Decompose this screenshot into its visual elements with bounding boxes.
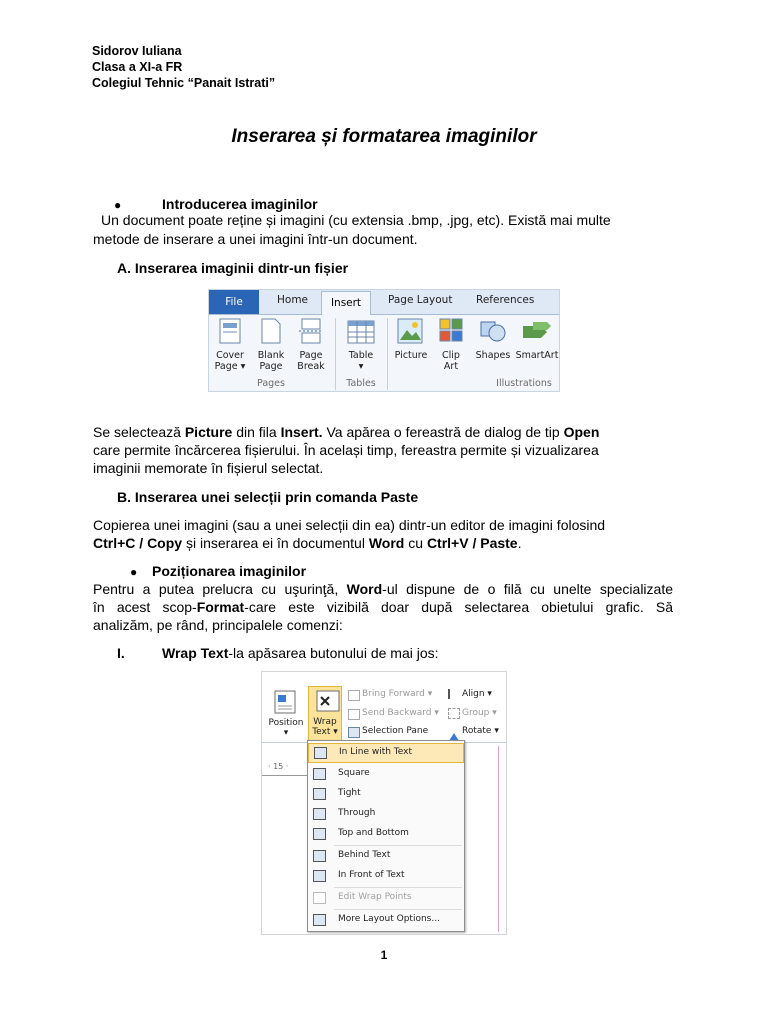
picture-paragraph-line-3: imaginii memorate în fișierul selectat. (93, 460, 324, 476)
class-name: Clasa a XI-a FR (92, 60, 183, 74)
bullet-1: ● (114, 198, 122, 212)
blank-page-button[interactable]: Blank Page (257, 350, 285, 372)
layout-options-icon (313, 914, 326, 926)
blank-page-icon (261, 318, 281, 344)
wrap-text-item: Wrap Text-la apăsarea butonului de mai jos: (162, 645, 439, 661)
tab-references[interactable]: References (476, 294, 535, 306)
margin-line (498, 746, 499, 932)
through-wrap-icon (313, 808, 326, 820)
intro-line-1: Un document poate reține și imagini (cu extensia .bmp, .jpg, etc). Există mai multe (101, 212, 611, 228)
align-button[interactable]: Align ▾ (462, 689, 492, 699)
positioning-line-3: analizăm, pe rând, principalele comenzi: (93, 617, 343, 633)
clip-art-icon (439, 318, 463, 344)
page-break-button[interactable]: Page Break (297, 350, 325, 372)
bullet-2: ● (130, 565, 138, 579)
send-backward-button[interactable]: Send Backward ▾ (362, 708, 439, 718)
tight-wrap-icon (313, 788, 326, 800)
menu-item-in-front-of-text[interactable]: In Front of Text (308, 867, 464, 887)
ruler-mark: · 15 · (268, 762, 289, 771)
insert-ribbon-screenshot (208, 289, 560, 392)
paste-paragraph-line-1: Copierea unei imagini (sau a unei selecții din ea) dintr-un editor de imagini folosind (93, 517, 606, 533)
shapes-button[interactable]: Shapes (475, 350, 511, 361)
tab-insert[interactable]: Insert (321, 291, 371, 315)
send-backward-icon (348, 709, 360, 720)
align-icon (448, 689, 461, 699)
paste-paragraph-line-2: Ctrl+C / Copy și inserarea ei în documentul Word cu Ctrl+V / Paste. (93, 535, 522, 551)
intro-line-2: metode de inserare a unei imagini într-un document. (93, 231, 418, 247)
rotate-icon (448, 727, 458, 736)
cover-page-button[interactable]: Cover Page ▾ (214, 350, 246, 372)
page-number: 1 (380, 948, 388, 962)
group-icon (448, 708, 460, 719)
group-illustrations-label: Illustrations (496, 378, 552, 389)
positioning-line-2: în acest scop-Format-care este vizibilă doar după selectarea obietului grafic. Să (93, 599, 673, 615)
wrap-text-menu (307, 740, 465, 932)
rotate-button[interactable]: Rotate ▾ (462, 726, 499, 736)
in-front-icon (313, 870, 326, 882)
menu-item-edit-wrap-points[interactable]: Edit Wrap Points (308, 889, 464, 909)
menu-item-tight[interactable]: Tight (308, 785, 464, 805)
wrap-text-icon (313, 689, 345, 713)
smartart-button[interactable]: SmartArt (515, 350, 559, 361)
cover-page-icon (219, 318, 241, 344)
author-name: Sidorov Iuliana (92, 44, 182, 58)
group-tables-label: Tables (346, 378, 376, 389)
top-bottom-wrap-icon (313, 828, 326, 840)
in-line-icon (314, 747, 327, 759)
menu-item-top-and-bottom[interactable]: Top and Bottom (308, 825, 464, 845)
table-icon (347, 320, 375, 344)
group-separator (387, 318, 388, 390)
wrap-text-button[interactable]: Wrap Text ▾ (308, 686, 342, 742)
tab-home[interactable]: Home (277, 294, 309, 306)
position-button[interactable]: Position ▾ (268, 718, 304, 738)
ruler-line (262, 775, 307, 776)
tab-page-layout[interactable]: Page Layout (388, 294, 453, 306)
picture-button[interactable]: Picture (394, 350, 428, 361)
shapes-icon (479, 318, 507, 344)
menu-separator (334, 887, 462, 888)
picture-paragraph-line-1: Se selectează Picture din fila Insert. Va apărea o fereastră de dialog de tip Open (93, 424, 600, 440)
menu-item-square[interactable]: Square (308, 765, 464, 785)
selection-pane-button[interactable]: Selection Pane (362, 726, 429, 736)
menu-separator (334, 909, 462, 910)
positioning-line-1: Pentru a putea prelucra cu uşurinţă, Word-ul dispune de o filă cu unelte specializate (93, 581, 674, 597)
section2-heading: Poziționarea imaginilor (152, 563, 307, 579)
menu-separator (334, 845, 462, 846)
school-name: Colegiul Tehnic “Panait Istrati” (92, 76, 276, 90)
picture-icon (397, 318, 423, 344)
tab-file[interactable]: File (209, 290, 259, 314)
section1-heading: Introducerea imaginilor (162, 196, 318, 212)
item-numeral: I. (117, 645, 125, 661)
menu-item-through[interactable]: Through (308, 805, 464, 825)
subsection-b-heading: B. Inserarea unei selecții prin comanda Paste (117, 489, 419, 505)
group-button[interactable]: Group ▾ (462, 708, 497, 718)
table-button[interactable]: Table ▾ (348, 350, 374, 372)
clip-art-button[interactable]: Clip Art (442, 350, 460, 372)
position-icon (274, 690, 296, 714)
menu-item-behind-text[interactable]: Behind Text (308, 847, 464, 867)
bring-forward-icon (348, 690, 360, 701)
group-pages-label: Pages (257, 378, 285, 389)
selection-pane-icon (348, 727, 360, 738)
edit-points-icon (313, 892, 326, 904)
menu-item-more-layout-options[interactable]: More Layout Options... (308, 911, 464, 931)
group-separator (335, 318, 336, 390)
smartart-icon (521, 320, 553, 344)
menu-item-in-line-with-text[interactable]: In Line with Text (308, 743, 464, 763)
bring-forward-button[interactable]: Bring Forward ▾ (362, 689, 433, 699)
ribbon-tab-bar (209, 290, 560, 315)
document-title: Inserarea și formatarea imaginilor (231, 126, 537, 147)
behind-text-icon (313, 850, 326, 862)
wrap-text-screenshot (261, 671, 507, 935)
picture-paragraph-line-2: care permite încărcerea fișierului. În același timp, fereastra permite și vizualizarea (93, 442, 599, 458)
subsection-a-heading: A. Inserarea imaginii dintr-un fișier (117, 260, 349, 276)
square-wrap-icon (313, 768, 326, 780)
page-break-icon (299, 318, 323, 344)
